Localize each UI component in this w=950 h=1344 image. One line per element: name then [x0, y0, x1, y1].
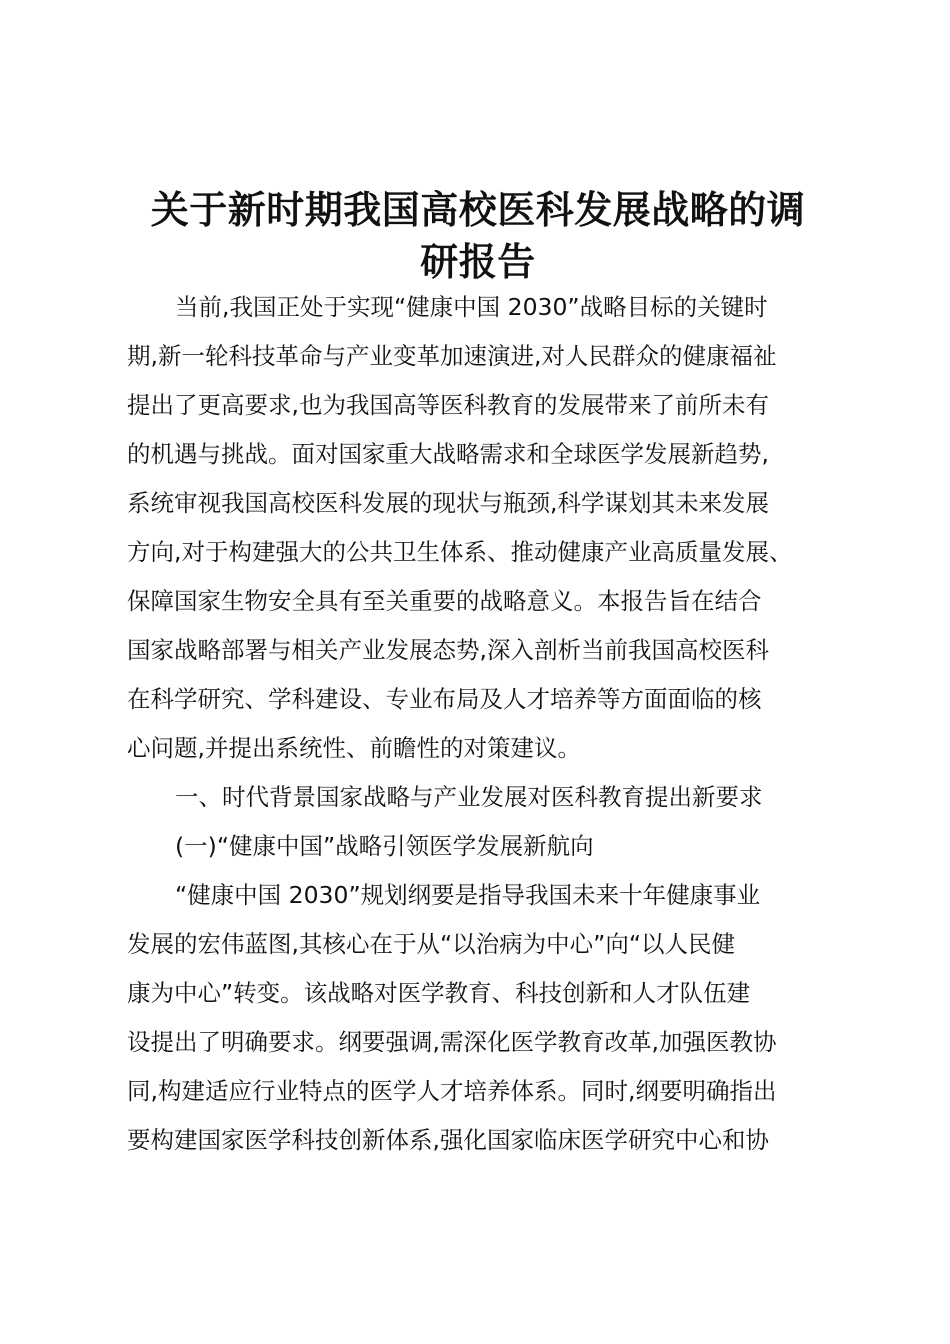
paragraph-line: 同,构建适应行业特点的医学人才培养体系。同时,纲要明确指出	[127, 1077, 777, 1105]
paragraph-line: 国家战略部署与相关产业发展态势,深入剖析当前我国高校医科	[127, 636, 769, 664]
paragraph-line: 当前,我国正处于实现“健康中国 2030”战略目标的关键时	[175, 293, 768, 321]
title-line: 关于新时期我国高校医科发展战略的调	[150, 188, 806, 232]
paragraph-line: 设提出了明确要求。纲要强调,需深化医学教育改革,加强医教协	[127, 1028, 777, 1056]
paragraph-line: 提出了更高要求,也为我国高等医科教育的发展带来了前所未有	[127, 391, 769, 419]
document-body	[127, 283, 843, 1165]
title-line: 研报告	[420, 240, 536, 284]
paragraph-line: 要构建国家医学科技创新体系,强化国家临床医学研究中心和协	[127, 1126, 769, 1154]
paragraph-line: 的机遇与挑战。面对国家重大战略需求和全球医学发展新趋势,	[127, 440, 769, 468]
section-heading: 一、时代背景国家战略与产业发展对医科教育提出新要求	[175, 783, 763, 811]
paragraph-line: 在科学研究、学科建设、专业布局及人才培养等方面面临的核	[127, 685, 762, 713]
paragraph-line: 期,新一轮科技革命与产业变革加速演进,对人民群众的健康福祉	[127, 342, 777, 370]
paragraph-line: 保障国家生物安全具有至关重要的战略意义。本报告旨在结合	[127, 587, 762, 615]
paragraph-line: 康为中心”转变。该战略对医学教育、科技创新和人才队伍建	[127, 979, 751, 1007]
document-title	[120, 184, 836, 288]
paragraph-line: 心问题,并提出系统性、前瞻性的对策建议。	[127, 734, 581, 762]
subsection-heading: (一)“健康中国”战略引领医学发展新航向	[175, 832, 594, 860]
paragraph-line: 方向,对于构建强大的公共卫生体系、推动健康产业高质量发展、	[127, 538, 793, 566]
paragraph-line: 系统审视我国高校医科发展的现状与瓶颈,科学谋划其未来发展	[127, 489, 769, 517]
paragraph-line: 发展的宏伟蓝图,其核心在于从“以治病为中心”向“以人民健	[127, 930, 735, 958]
paragraph-line: “健康中国 2030”规划纲要是指导我国未来十年健康事业	[175, 881, 761, 909]
